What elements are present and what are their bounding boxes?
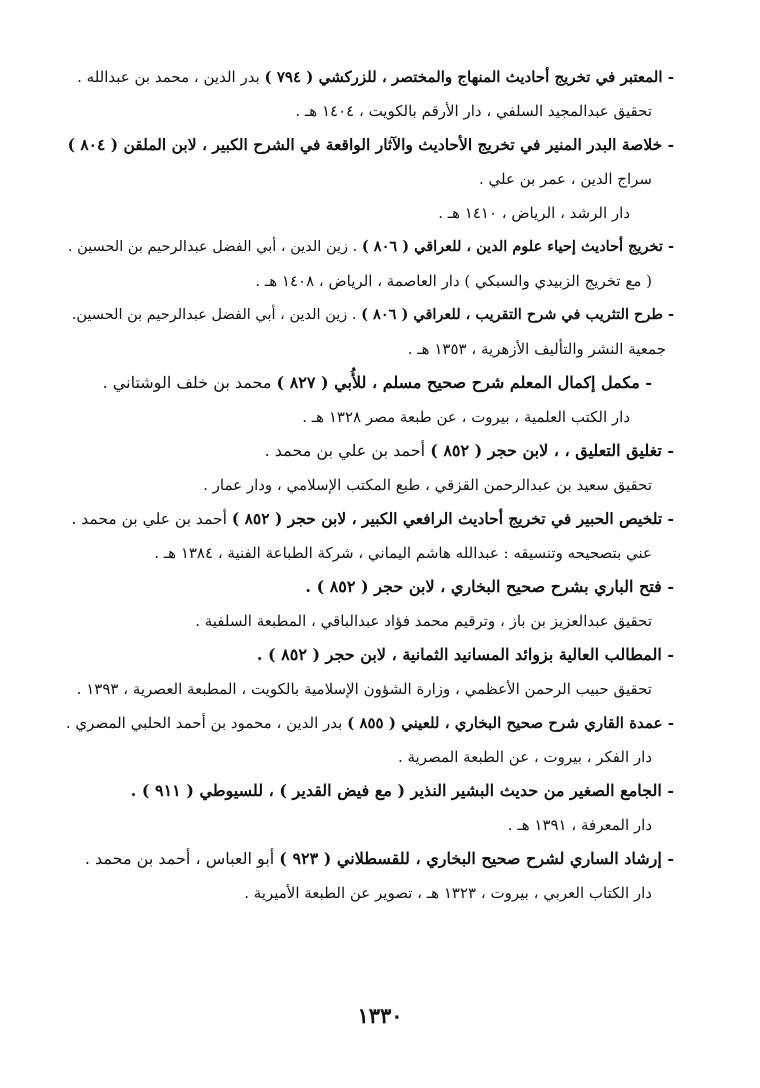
entry-title: - المطالب العالية بزوائد المسانيد الثمانية ، لابن حجر ( ٨٥٢ ) . <box>256 645 674 664</box>
entry-author: بدر الدين ، محمد بن عبدالله . <box>77 68 265 86</box>
entry-detail <box>64 740 652 774</box>
entry-title: - مكمل إكمال المعلم شرح صحيح مسلم ، للأُبي ( ٨٢٧ ) <box>276 373 652 392</box>
entry-detail-text: دار الرشد ، الرياض ، ١٤١٠ هـ . <box>438 204 630 222</box>
entry-title-line <box>64 706 674 740</box>
entry-title: - عمدة القاري شرح صحيح البخاري ، للعيني ( ٨٥٥ ) <box>347 714 674 732</box>
entry-detail <box>64 162 652 196</box>
entry-title: - طرح التثريب في شرح التقريب ، للعراقي ( ٨٠٦ ) <box>361 306 674 323</box>
entry-title-line <box>64 842 674 876</box>
entry-title-line <box>64 502 674 536</box>
page-number: ١٣٣٠ <box>357 1003 403 1028</box>
entry-detail-text: دار المعرفة ، ١٣٩١ هـ . <box>507 816 652 834</box>
entry-detail <box>64 468 652 502</box>
entry-detail-text: تحقيق عبدالعزيز بن باز ، وترقيم محمد فؤاد عبدالباقي ، المطبعة السلفية . <box>195 612 652 630</box>
entry-detail-text: تحقيق سعيد بن عبدالرحمن القزقي ، طبع المكتب الإسلامي ، ودار عمار . <box>203 476 652 494</box>
entry-detail <box>64 604 652 638</box>
bibliography-list <box>64 60 674 910</box>
entry-detail <box>64 808 652 842</box>
entry-detail <box>64 264 652 298</box>
entry-title-line <box>64 774 674 808</box>
entry-detail-text: تحقيق عبدالمجيد السلفي ، دار الأرقم بالكويت ، ١٤٠٤ هـ . <box>295 102 652 120</box>
entry-author: أحمد بن علي بن محمد . <box>264 441 431 460</box>
entry-detail <box>64 94 652 128</box>
entry-title-line <box>64 230 674 264</box>
entry-detail-text: تحقيق حبيب الرحمن الأعظمي ، وزارة الشؤون الإسلامية بالكويت ، المطبعة العصرية ، ١٣٩٣ . <box>76 680 652 698</box>
entry-author: محمد بن خلف الوشتاني . <box>102 373 277 392</box>
entry-detail <box>64 672 652 706</box>
entry-title-line <box>64 434 674 468</box>
entry-title-line <box>64 570 674 604</box>
entry-author: بدر الدين ، محمود بن أحمد الحلبي المصري . <box>65 714 348 732</box>
entry-title-line <box>64 128 674 162</box>
entry-author: أبو العباس ، أحمد بن محمد . <box>84 849 280 868</box>
entry-title: - تخريج أحاديث إحياء علوم الدين ، للعراقي ( ٨٠٦ ) <box>361 238 674 255</box>
entry-author: . زين الدين ، أبي الفضل عبدالرحيم بن الحسين. <box>71 307 362 323</box>
entry-detail-text: عني بتصحيحه وتنسيقه : عبدالله هاشم اليماني ، شركة الطباعة الفنية ، ١٣٨٤ هـ . <box>154 544 652 562</box>
entry-detail-text: جمعية النشر والتأليف الأزهرية ، ١٣٥٣ هـ . <box>407 340 666 358</box>
entry-detail <box>64 196 630 230</box>
entry-title: - تلخيص الحبير في تخريج أحاديث الرافعي الكبير ، لابن حجر ( ٨٥٢ ) <box>231 509 674 528</box>
entry-title-line <box>64 298 674 332</box>
entry-detail-text: ( مع تخريج الزبيدي والسبكي ) دار العاصمة ، الرياض ، ١٤٠٨ هـ . <box>255 272 652 290</box>
entry-detail-text: دار الكتب العلمية ، بيروت ، عن طبعة مصر ١٣٢٨ هـ . <box>302 408 630 426</box>
entry-detail-text: دار الفكر ، بيروت ، عن الطبعة المصرية . <box>397 748 652 766</box>
entry-title: - المعتبر في تخريج أحاديث المنهاج والمختصر ، للزركشي ( ٧٩٤ ) <box>264 68 674 86</box>
entry-detail <box>64 876 652 910</box>
entry-title-line <box>64 60 674 94</box>
entry-detail <box>64 536 652 570</box>
entry-title: - الجامع الصغير من حديث البشير النذير ( مع فيض القدير ) ، للسيوطي ( ٩١١ ) . <box>130 781 674 800</box>
entry-title: - إرشاد الساري لشرح صحيح البخاري ، للقسطلاني ( ٩٢٣ ) <box>279 849 674 868</box>
entry-title: - خلاصة البدر المنير في تخريج الأحاديث والآثار الواقعة في الشرح الكبير ، لابن الملقن ( ٨٠٤ ) <box>67 135 674 154</box>
entry-title: - تغليق التعليق ، ، لابن حجر ( ٨٥٢ ) <box>430 441 674 460</box>
entry-detail <box>64 400 630 434</box>
entry-detail-text: دار الكتاب العربي ، بيروت ، ١٣٢٣ هـ ، تصوير عن الطبعة الأميرية . <box>244 884 652 902</box>
entry-title-line <box>64 366 652 400</box>
entry-author: أحمد بن علي بن محمد . <box>71 510 232 528</box>
entry-author: . زين الدين ، أبي الفضل عبدالرحيم بن الحسين . <box>67 239 362 255</box>
entry-title: - فتح الباري بشرح صحيح البخاري ، لابن حجر ( ٨٥٢ ) . <box>305 577 674 596</box>
entry-detail <box>64 332 666 366</box>
entry-title-line <box>64 638 674 672</box>
entry-detail-text: سراج الدين ، عمر بن علي . <box>478 170 652 188</box>
